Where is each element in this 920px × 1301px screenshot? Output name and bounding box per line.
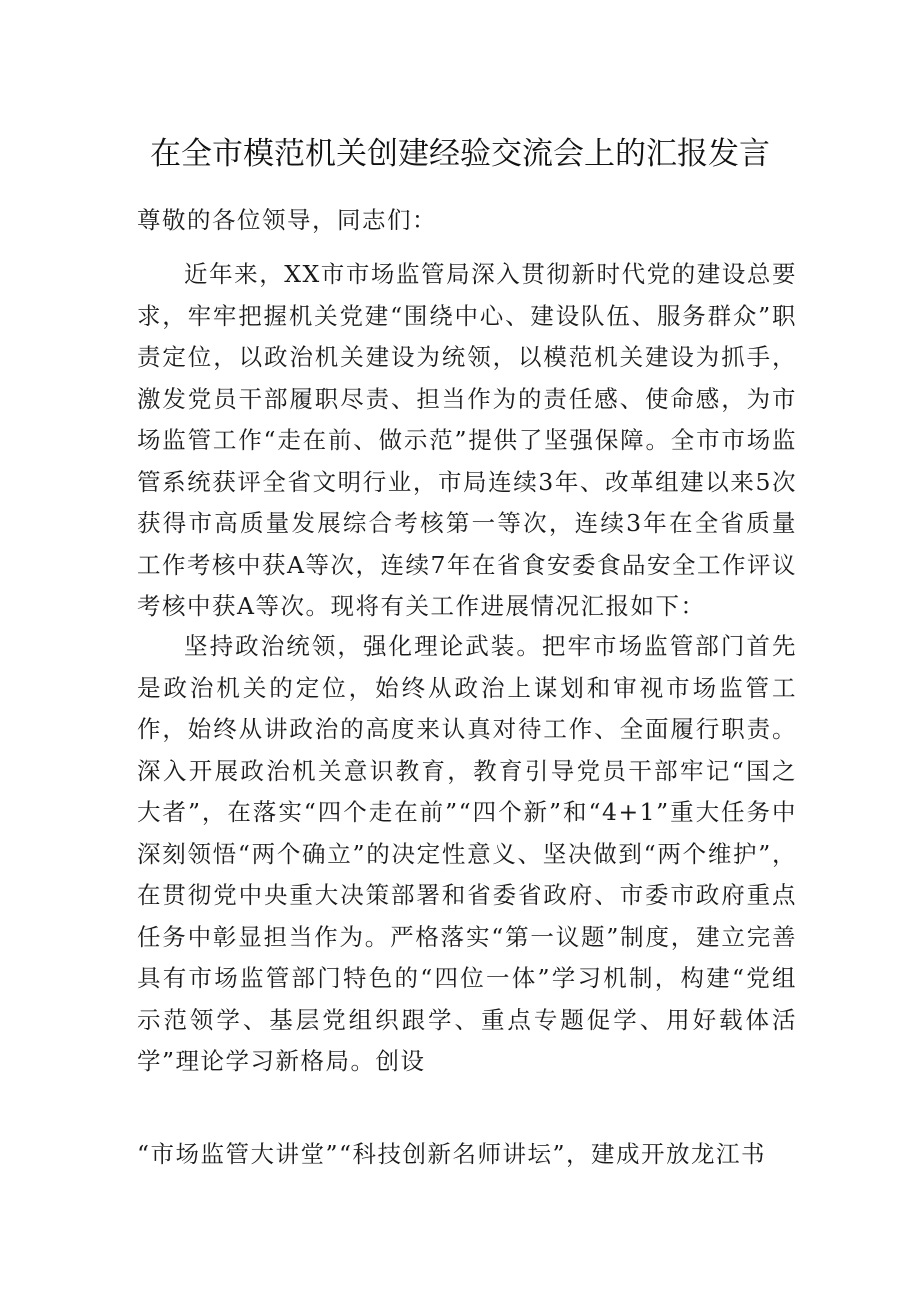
paragraph-continued: “市场监管大讲堂”“科技创新名师讲坛”，建成开放龙江书 [137,1140,767,1168]
paragraph-political-leadership: 坚持政治统领，强化理论武装。把牢市场监管部门首先是政治机关的定位，始终从政治上谋划和审视市场监管工作，始终从讲政治的高度来认真对待工作、全面履行职责。深入开展政治机关意识教育，教育引导党员干部牢记“国之大者”，在落实“四个走在前”“四个新”和“4+1”重大任务中深刻领悟“两个确立”的决定性意义、坚决做到“两个维护”，在贯彻党中央重大决策部署和省委省政府、市委市政府重点任务中彰显担当作为。严格落实“第一议题”制度，建立完善具有市场监管部门特色的“四位一体”学习机制，构建“党组示范领学、基层党组织跟学、重点专题促学、用好载体活学”理论学习新格局。创设 [137,632,797,1075]
salutation: 尊敬的各位领导，同志们： [137,206,437,234]
document-title: 在全市模范机关创建经验交流会上的汇报发言 [150,135,770,172]
paragraph-intro: 近年来，XX市市场监管局深入贯彻新时代党的建设总要求，牢牢把握机关党建“围绕中心、建设队伍、服务群众”职责定位，以政治机关建设为统领，以模范机关建设为抓手，激发党员干部履职尽责、担当作为的责任感、使命感，为市场监管工作“走在前、做示范”提供了坚强保障。全市市场监管系统获评全省文明行业，市局连续3年、改革组建以来5次获得市高质量发展综合考核第一等次，连续3年在全省质量工作考核中获A等次，连续7年在省食安委食品安全工作评议考核中获A等次。现将有关工作进展情况汇报如下： [137,260,797,620]
